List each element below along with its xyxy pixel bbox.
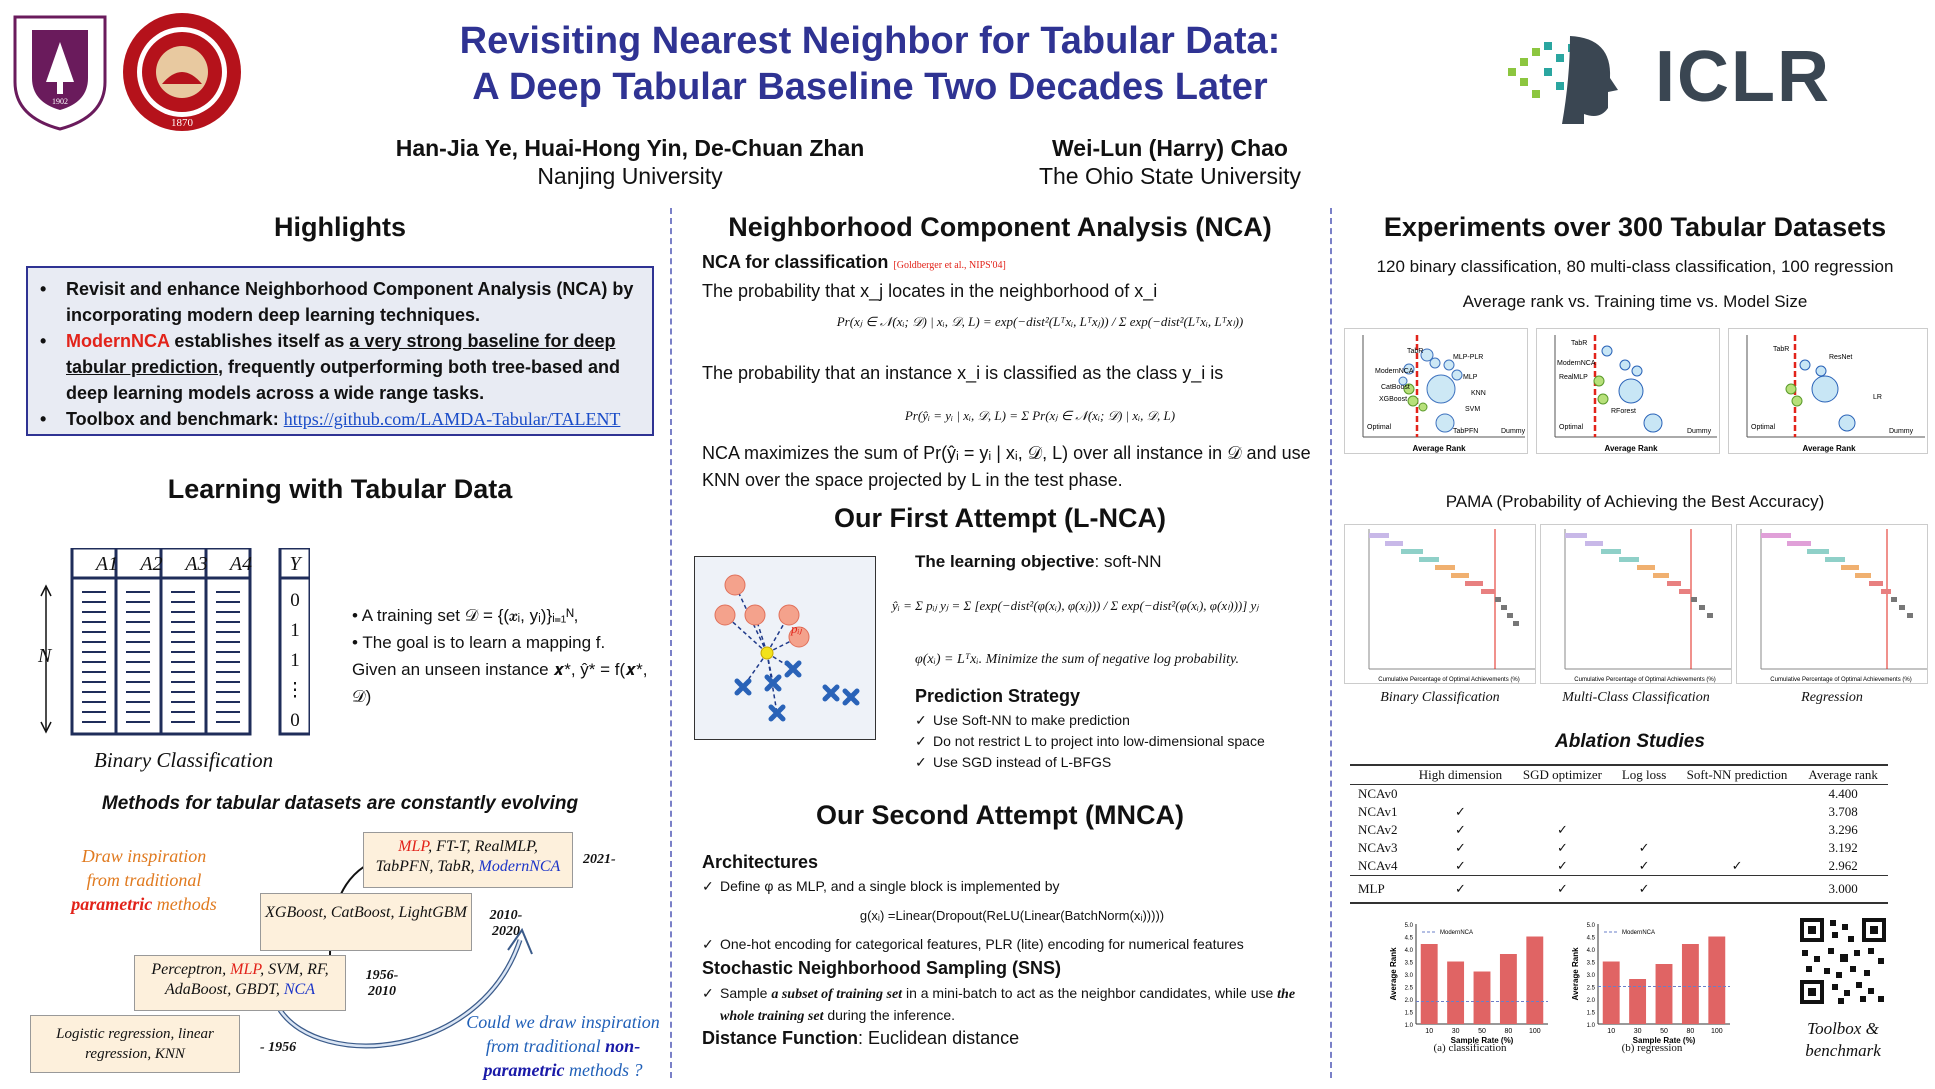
y-tick-label: 2.5 bbox=[1586, 985, 1595, 992]
y-tick-label: 2.5 bbox=[1404, 985, 1413, 992]
table-row: NCAv4 ✓ ✓ ✓ ✓ 2.962 bbox=[1350, 857, 1888, 876]
table-row: NCAv1 ✓ 3.708 bbox=[1358, 804, 1858, 819]
note-parametric: Draw inspiration from traditional parametric methods bbox=[71, 846, 217, 914]
scatter-multiclass bbox=[1536, 328, 1720, 454]
svg-text:TabPFN: TabPFN bbox=[1453, 428, 1479, 435]
table-row: NCAv0 4.400 bbox=[1358, 786, 1858, 801]
svg-text:LR: LR bbox=[1873, 394, 1882, 401]
y-tick-label: 4.5 bbox=[1586, 935, 1595, 942]
svg-text:Average Rank: Average Rank bbox=[1604, 444, 1658, 453]
tabular-description: • A training set 𝒟 = {(𝒙ᵢ, yᵢ)}ᵢ₌₁ᴺ, • The goal is to learn a mapping f. Given an unseen instance 𝒙*, ŷ* = f(𝒙*, 𝒟) bbox=[352, 606, 648, 706]
experiments-sub2: Average rank vs. Training time vs. Model Size bbox=[1462, 292, 1808, 311]
y-tick-label: 4.0 bbox=[1404, 948, 1413, 954]
nca-equation-1: Pr(xⱼ ∈ 𝒩(xᵢ; 𝒟) | xᵢ, 𝒟, L) = exp(−dist²(Lᵀxᵢ, Lᵀxⱼ)) / Σ exp(−dist²(Lᵀxᵢ, Lᵀxₗ)) bbox=[836, 314, 1244, 329]
svg-text:Dummy: Dummy bbox=[1687, 428, 1712, 435]
prediction-strategy-list: ✓ Use Soft-NN to make prediction ✓ Do not restrict L to project into low-dimensional space ✓ Use SGD instead of L-BFGS bbox=[915, 710, 1265, 773]
y-tick-label: 5.0 bbox=[1404, 923, 1413, 929]
x-tick-label: 100 bbox=[1528, 1028, 1541, 1035]
pama-caption-regression: Regression bbox=[1801, 690, 1863, 705]
highlight-2: • ModernNCA establishes itself as a very strong baseline for deep tabular prediction, frequently outperforming both tree-based and deep learning models across a wide range tasks. bbox=[66, 328, 642, 406]
svg-text:pᵢⱼ: pᵢⱼ bbox=[791, 621, 802, 636]
affiliation-right: The Ohio State University bbox=[1038, 163, 1302, 189]
tabular-y-values: 0 1 1 ⋮ 0 bbox=[285, 590, 305, 731]
chart-caption-b: (b) regression bbox=[1621, 1042, 1683, 1054]
iclr-wordmark: ICLR bbox=[1655, 37, 1831, 117]
binary-classification-caption: Binary Classification bbox=[94, 748, 274, 772]
y-tick-label: 5.0 bbox=[1586, 923, 1595, 929]
svg-text:RForest: RForest bbox=[1611, 408, 1636, 415]
x-tick-label: 10 bbox=[1425, 1028, 1434, 1035]
svg-text:MLP-PLR: MLP-PLR bbox=[1453, 354, 1484, 361]
bar bbox=[1603, 962, 1620, 1025]
sample-rate-chart-b bbox=[1568, 916, 1736, 1056]
legend-label: ModernNCA bbox=[1622, 930, 1656, 936]
nca-line3: NCA maximizes the sum of Pr(ŷᵢ = yᵢ | xᵢ, 𝒟, L) over all instance in 𝒟 and use KNN over the space projected by L in the test phase. bbox=[702, 443, 1311, 490]
learning-objective: The learning objective: soft-NN bbox=[915, 552, 1162, 571]
methods-box-2010: XGBoost, CatBoost, LightGBM bbox=[260, 893, 472, 951]
methods-box-1956: Perceptron, MLP, SVM, RF, AdaBoost, GBDT, NCA bbox=[134, 955, 346, 1011]
sns-list: ✓ Sample a subset of training set in a mini-batch to act as the neighbor candidates, while use the whole training set during the inference. bbox=[702, 983, 1322, 1027]
soft-nn-illustration bbox=[694, 556, 876, 740]
y-tick-label: 3.5 bbox=[1586, 960, 1595, 967]
ablation-table: High dimension SGD optimizer Log loss Soft-NN prediction Average rank NCAv0 4.400 NCAv1 ✓ 3.708 NCAv2 ✓ ✓ 3.296 NCAv3 ✓ ✓ ✓ 3.192 NCAv4 ✓ ✓ ✓ ✓ 2.962 MLP ✓ ✓ ✓ 3.000 bbox=[1350, 764, 1888, 904]
x-tick-label: 100 bbox=[1710, 1028, 1723, 1035]
svg-text:Cumulative Percentage of Optim: Cumulative Percentage of Optimal Achievements (%) bbox=[1770, 677, 1912, 683]
qr-caption: Toolbox & benchmark bbox=[1805, 1019, 1881, 1060]
tabular-heading: Learning with Tabular Data bbox=[167, 474, 513, 504]
x-axis-label: Sample Rate (%) bbox=[1450, 1036, 1514, 1045]
nca-line1: The probability that x_j locates in the neighborhood of x_i bbox=[702, 281, 1158, 301]
table-row: NCAv2 ✓ ✓ 3.296 bbox=[1358, 822, 1858, 837]
methods-heading: Methods for tabular datasets are constantly evolving bbox=[101, 793, 579, 814]
svg-text:TabR: TabR bbox=[1571, 340, 1588, 347]
bar bbox=[1447, 962, 1464, 1025]
tabular-columns: A1 A2 A3 A4 bbox=[95, 553, 253, 575]
svg-text:Average Rank: Average Rank bbox=[1802, 444, 1856, 453]
svg-text:ModernNCA: ModernNCA bbox=[1557, 360, 1596, 367]
year-classic: - 1956 bbox=[260, 1040, 297, 1055]
y-tick-label: 1.5 bbox=[1404, 1010, 1413, 1017]
methods-box-2021: MLP, FT-T, RealMLP, TabPFN, TabR, ModernNCA bbox=[363, 832, 573, 888]
y-axis-label: Average Rank bbox=[1571, 947, 1580, 1001]
table-row: MLP ✓ ✓ ✓ 3.000 bbox=[1358, 881, 1858, 896]
highlight-3: • Toolbox and benchmark: https://github.com/LAMDA-Tabular/TALENT bbox=[66, 406, 642, 432]
ablation-heading: Ablation Studies bbox=[1555, 731, 1705, 752]
svg-text:Average Rank: Average Rank bbox=[1412, 444, 1466, 453]
scatter-binary bbox=[1344, 328, 1528, 454]
svg-text:KNN: KNN bbox=[1471, 390, 1486, 397]
y-tick-label: 4.0 bbox=[1586, 948, 1595, 954]
pama-heading: PAMA (Probability of Achieving the Best Accuracy) bbox=[1445, 492, 1825, 511]
scatter-regression bbox=[1728, 328, 1928, 454]
svg-text:Cumulative Percentage of Optim: Cumulative Percentage of Optimal Achievements (%) bbox=[1574, 677, 1716, 683]
y-axis-label: Average Rank bbox=[1389, 947, 1398, 1001]
authors-left: Han-Jia Ye, Huai-Hong Yin, De-Chuan Zhan bbox=[395, 135, 865, 161]
svg-text:CatBoost: CatBoost bbox=[1381, 384, 1410, 391]
bar bbox=[1656, 964, 1673, 1024]
x-tick-label: 30 bbox=[1633, 1028, 1642, 1035]
svg-text:1870: 1870 bbox=[171, 117, 193, 129]
svg-text:MLP: MLP bbox=[1463, 374, 1478, 381]
bar bbox=[1500, 954, 1517, 1024]
pama-multiclass-chart bbox=[1540, 524, 1732, 684]
svg-text:Optimal: Optimal bbox=[1367, 424, 1392, 431]
y-tick-label: 1.0 bbox=[1586, 1023, 1595, 1029]
x-axis-label: Sample Rate (%) bbox=[1632, 1036, 1696, 1045]
year-1956: 1956-2010 bbox=[365, 968, 399, 999]
y-tick-label: 2.0 bbox=[1586, 998, 1595, 1004]
y-tick-label: 1.5 bbox=[1586, 1010, 1595, 1017]
tabular-y-header: Y bbox=[289, 553, 301, 575]
x-tick-label: 50 bbox=[1478, 1028, 1486, 1035]
x-tick-label: 50 bbox=[1660, 1028, 1668, 1035]
svg-text:ModernNCA: ModernNCA bbox=[1375, 368, 1414, 375]
x-tick-label: 80 bbox=[1686, 1028, 1695, 1035]
experiments-heading: Experiments over 300 Tabular Datasets bbox=[1383, 212, 1887, 242]
svg-text:Cumulative Percentage of Optim: Cumulative Percentage of Optimal Achievements (%) bbox=[1378, 677, 1520, 683]
bar bbox=[1629, 979, 1646, 1024]
year-2010: 2010-2020 bbox=[489, 908, 523, 939]
sample-rate-chart-a bbox=[1386, 916, 1554, 1056]
note-nonparametric: Could we draw inspiration from traditional non- parametric methods ? bbox=[466, 1012, 660, 1080]
architectures-heading: Architectures bbox=[702, 852, 819, 872]
x-tick-label: 80 bbox=[1504, 1028, 1513, 1035]
lnca-heading: Our First Attempt (L-NCA) bbox=[834, 503, 1166, 533]
pama-regression-chart bbox=[1736, 524, 1928, 684]
bar bbox=[1682, 944, 1699, 1024]
phi-definition: φ(xᵢ) = Lᵀxᵢ. Minimize the sum of negative log probability. bbox=[915, 652, 1239, 667]
svg-text:RealMLP: RealMLP bbox=[1559, 374, 1588, 381]
y-tick-label: 3.0 bbox=[1586, 973, 1595, 979]
nju-logo bbox=[10, 12, 110, 132]
table-row: NCAv3 ✓ ✓ ✓ 3.192 bbox=[1358, 840, 1858, 855]
talent-link[interactable]: https://github.com/LAMDA-Tabular/TALENT bbox=[283, 409, 621, 429]
bar bbox=[1526, 937, 1543, 1025]
softnn-equation: ŷᵢ = Σ pᵢⱼ yⱼ = Σ [exp(−dist²(φ(xᵢ), φ(xⱼ))) / Σ exp(−dist²(φ(xᵢ), φ(xₗ)))] yⱼ bbox=[892, 598, 1259, 613]
poster-title-line2: A Deep Tabular Baseline Two Decades Later bbox=[472, 66, 1268, 108]
svg-text:XGBoost: XGBoost bbox=[1379, 396, 1408, 403]
architecture-list: ✓ Define φ as MLP, and a single block is implemented by bbox=[702, 876, 1322, 897]
pama-caption-binary: Binary Classification bbox=[1380, 690, 1500, 705]
nca-line2: The probability that an instance x_i is classified as the class y_i is bbox=[702, 363, 1224, 383]
svg-text:TabR: TabR bbox=[1407, 348, 1424, 355]
osu-logo bbox=[120, 10, 244, 134]
sns-heading: Stochastic Neighborhood Sampling (SNS) bbox=[702, 958, 1062, 978]
column-divider bbox=[1330, 208, 1332, 1078]
experiments-sub1: 120 binary classification, 80 multi-class classification, 100 regression bbox=[1376, 257, 1894, 276]
y-tick-label: 3.0 bbox=[1404, 973, 1413, 979]
y-tick-label: 2.0 bbox=[1404, 998, 1413, 1004]
affiliation-left: Nanjing University bbox=[537, 163, 723, 189]
nca-equation-2: Pr(ŷᵢ = yᵢ | xᵢ, 𝒟, L) = Σ Pr(xⱼ ∈ 𝒩(xᵢ; 𝒟) | xᵢ, 𝒟, L) bbox=[904, 408, 1176, 423]
prediction-strategy-heading: Prediction Strategy bbox=[915, 686, 1081, 706]
svg-text:Dummy: Dummy bbox=[1501, 428, 1526, 435]
x-tick-label: 30 bbox=[1451, 1028, 1460, 1035]
svg-text:Optimal: Optimal bbox=[1751, 424, 1776, 431]
encoding-list: ✓ One-hot encoding for categorical features, PLR (lite) encoding for numerical features bbox=[702, 934, 1322, 955]
svg-text:1902: 1902 bbox=[52, 97, 68, 106]
year-2021: 2021- bbox=[583, 852, 616, 867]
bar bbox=[1474, 972, 1491, 1025]
authors-right: Wei-Lun (Harry) Chao bbox=[1052, 135, 1288, 161]
n-label: N bbox=[38, 645, 52, 667]
qr-code-icon[interactable] bbox=[1798, 916, 1888, 1006]
svg-text:ResNet: ResNet bbox=[1829, 354, 1853, 361]
chart-caption-a: (a) classification bbox=[1433, 1042, 1507, 1054]
svg-text:Optimal: Optimal bbox=[1559, 424, 1584, 431]
methods-box-classic: Logistic regression, linear regression, KNN bbox=[30, 1015, 240, 1073]
x-tick-label: 10 bbox=[1607, 1028, 1616, 1035]
y-tick-label: 3.5 bbox=[1404, 960, 1413, 967]
svg-text:TabR: TabR bbox=[1773, 346, 1790, 353]
legend-label: ModernNCA bbox=[1440, 930, 1474, 936]
nca-subheading: NCA for classification [Goldberger et al., NIPS'04] bbox=[702, 252, 1006, 272]
svg-text:Dummy: Dummy bbox=[1889, 428, 1914, 435]
bar bbox=[1708, 937, 1725, 1025]
mnca-heading: Our Second Attempt (MNCA) bbox=[816, 800, 1184, 830]
svg-text:SVM: SVM bbox=[1465, 406, 1481, 413]
poster-title-line1: Revisiting Nearest Neighbor for Tabular Data: bbox=[459, 20, 1281, 62]
y-tick-label: 4.5 bbox=[1404, 935, 1413, 942]
tabular-data-figure bbox=[30, 548, 310, 738]
bar bbox=[1421, 944, 1438, 1024]
highlight-1: • Revisit and enhance Neighborhood Component Analysis (NCA) by incorporating modern deep learning techniques. bbox=[66, 276, 642, 328]
pama-caption-multiclass: Multi-Class Classification bbox=[1562, 690, 1710, 705]
highlights-heading: Highlights bbox=[274, 212, 406, 242]
y-tick-label: 1.0 bbox=[1404, 1023, 1413, 1029]
iclr-head-icon bbox=[1500, 28, 1620, 128]
highlights-box bbox=[26, 266, 654, 436]
nca-heading: Neighborhood Component Analysis (NCA) bbox=[728, 212, 1272, 242]
block-equation: g(xᵢ) =Linear(Dropout(ReLU(Linear(BatchNorm(xᵢ))))) bbox=[859, 908, 1165, 923]
distance-function: Distance Function: Euclidean distance bbox=[702, 1028, 1020, 1048]
pama-binary-chart bbox=[1344, 524, 1536, 684]
